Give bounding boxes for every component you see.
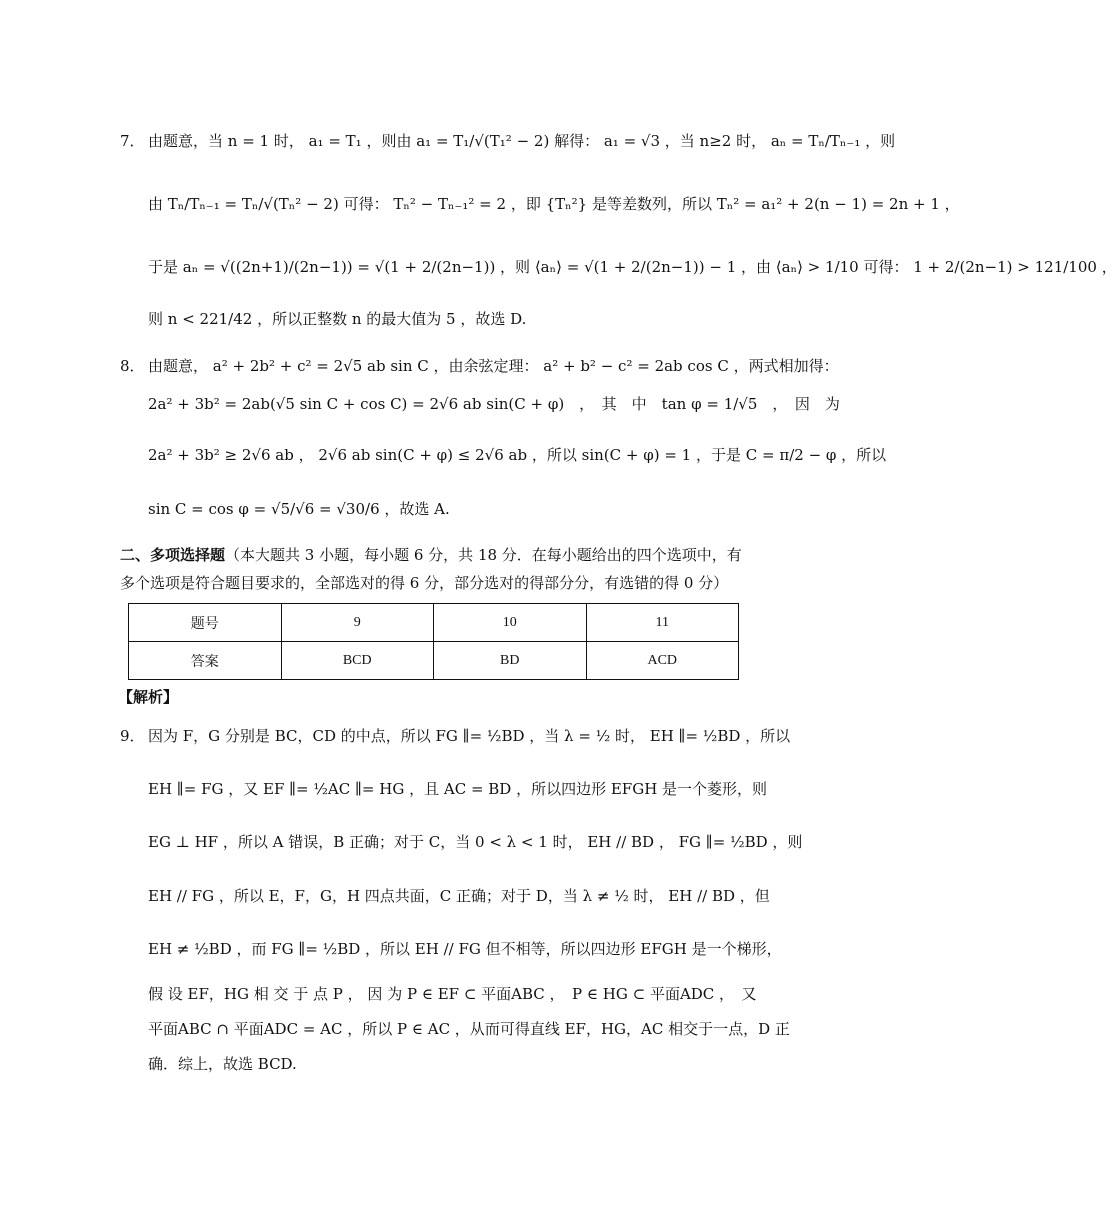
section2-desc-1: （本大题共 3 小题，每小题 6 分，共 18 分．在每小题给出的四个选项中，有	[225, 546, 742, 564]
table-row	[129, 642, 739, 680]
q9-line-4: EH // FG ，所以 E，F，G，H 四点共面，C 正确；对于 D，当 λ ≠ ½ 时， EH // BD ，但	[148, 887, 770, 905]
q7-text-1: 由题意，当 n = 1 时， a₁ = T₁ ，则由 a₁ = T₁/√(T₁² − 2) 解得： a₁ = √3 ，当 n≥2 时， aₙ = Tₙ/Tₙ₋₁ ，则	[148, 132, 896, 150]
section2-line-1	[120, 546, 740, 565]
answer-table	[128, 603, 739, 680]
q8-line-2: 2a² + 3b² = 2ab(√5 sin C + cos C) = 2√6 ab sin(C + φ) ， 其 中 tan φ = 1/√5 ， 因 为	[148, 395, 840, 413]
table-cell: 9	[281, 604, 434, 642]
q9-line-8: 确．综上，故选 BCD.	[148, 1055, 297, 1073]
q7-number: 7．	[120, 132, 145, 150]
analysis-label: 【解析】	[118, 688, 179, 706]
q8-line-4: sin C = cos φ = √5/√6 = √30/6 ，故选 A.	[148, 500, 450, 518]
q9-line-5: EH ≠ ½BD ，而 FG ∥= ½BD ，所以 EH // FG 但不相等，所以四边形 EFGH 是一个梯形，	[148, 940, 782, 958]
table-cell: 题号	[129, 604, 282, 642]
section2-title: 二、多项选择题	[120, 546, 226, 564]
q8-line-1	[120, 357, 839, 376]
table-cell: 10	[434, 604, 587, 642]
q9-line-6: 假 设 EF，HG 相 交 于 点 P ， 因 为 P ∈ EF ⊂ 平面ABC ， P ∈ HG ⊂ 平面ADC ， 又	[148, 985, 757, 1003]
table-cell: BD	[434, 642, 587, 680]
q9-line-7: 平面ABC ∩ 平面ADC = AC ，所以 P ∈ AC ，从而可得直线 EF，HG，AC 相交于一点，D 正	[148, 1020, 790, 1038]
q7-line-1	[120, 132, 896, 151]
section2-desc-2: 多个选项是符合题目要求的，全部选对的得 6 分，部分选对的得部分分，有选错的得 0 分）	[120, 574, 729, 592]
q7-line-3: 于是 aₙ = √((2n+1)/(2n−1)) = √(1 + 2/(2n−1)) ，则 ⟨aₙ⟩ = √(1 + 2/(2n−1)) − 1 ，由 ⟨aₙ⟩ > 1/10 可得： 1 + 2/(2n−1) > 121/100 ，	[148, 258, 1117, 276]
table-cell: 答案	[129, 642, 282, 680]
table-cell: 11	[586, 604, 739, 642]
q8-text-1: 由题意， a² + 2b² + c² = 2√5 ab sin C ，由余弦定理： a² + b² − c² = 2ab cos C ，两式相加得：	[148, 357, 839, 375]
table-row	[129, 604, 739, 642]
q8-line-3: 2a² + 3b² ≥ 2√6 ab ， 2√6 ab sin(C + φ) ≤ 2√6 ab ，所以 sin(C + φ) = 1 ，于是 C = π/2 − φ ，所以	[148, 446, 887, 464]
table-cell: ACD	[586, 642, 739, 680]
q9-line-3: EG ⊥ HF ，所以 A 错误，B 正确；对于 C，当 0 < λ < 1 时， EH // BD ， FG ∥= ½BD ，则	[148, 833, 803, 851]
q7-line-2: 由 Tₙ/Tₙ₋₁ = Tₙ/√(Tₙ² − 2) 可得： Tₙ² − Tₙ₋₁² = 2 ，即 {Tₙ²} 是等差数列，所以 Tₙ² = a₁² + 2(n − 1) = 2n + 1 ，	[148, 195, 960, 213]
q7-line-4: 则 n < 221/42 ，所以正整数 n 的最大值为 5 ，故选 D.	[148, 310, 527, 328]
q9-line-1	[120, 727, 791, 746]
q9-text-1: 因为 F，G 分别是 BC，CD 的中点，所以 FG ∥= ½BD ，当 λ = ½ 时， EH ∥= ½BD ，所以	[148, 727, 791, 745]
q9-number: 9．	[120, 727, 145, 745]
q8-number: 8．	[120, 357, 145, 375]
table-cell: BCD	[281, 642, 434, 680]
q9-line-2: EH ∥= FG ，又 EF ∥= ½AC ∥= HG ，且 AC = BD ，所以四边形 EFGH 是一个菱形，则	[148, 780, 768, 798]
